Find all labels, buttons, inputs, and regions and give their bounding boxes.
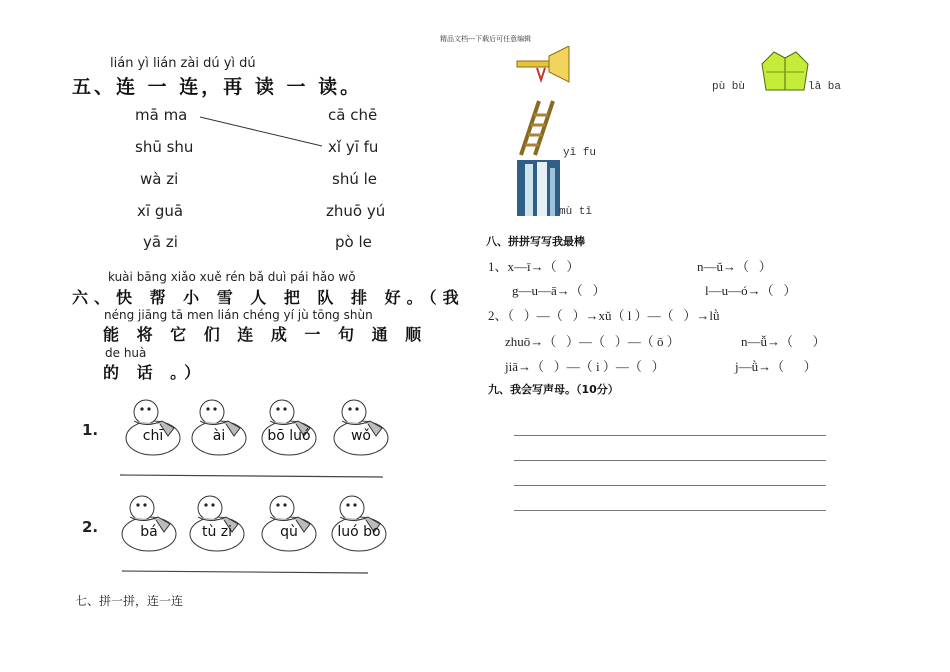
snowman-icon — [118, 490, 180, 552]
section5-left-5: yā zi — [143, 233, 178, 251]
writing-line-3[interactable] — [514, 485, 826, 486]
row2-number: 2. — [82, 518, 99, 536]
snowman-wo[interactable] — [330, 394, 392, 456]
snowman-icon — [186, 490, 248, 552]
match-line — [200, 117, 322, 146]
answer-line-2 — [122, 571, 368, 573]
s8-row5-right[interactable]: j—ǜ→（ ） — [735, 359, 817, 374]
ladder-icon — [517, 99, 557, 157]
snowman-ai[interactable] — [188, 394, 250, 456]
snowman-label: qù — [280, 524, 298, 540]
section5-right-5: pò le — [335, 233, 372, 251]
snowman-ba[interactable] — [118, 490, 180, 552]
s8-row4-right[interactable]: n—ǚ→（ ） — [741, 334, 826, 349]
section6-pinyin-3: de huà — [105, 346, 147, 360]
section6-pinyin-2: néng jiāng tā men lián chéng yí jù tōng shùn — [104, 308, 373, 322]
section8-title: 八、拼拼写写我最棒 — [486, 235, 585, 248]
header-note: 精品文档---下载后可任意编辑 — [440, 35, 532, 43]
snowman-tuzi[interactable] — [186, 490, 248, 552]
snowman-label: bá — [140, 524, 158, 540]
s8-row2-right[interactable]: l—u—ó→（ ） — [705, 283, 797, 298]
section5-right-4: zhuō yú — [326, 202, 386, 220]
section9-title: 九、我会写声母。（10分） — [488, 383, 619, 396]
waterfall-syllables: mù tī — [559, 206, 593, 218]
snowman-luobo[interactable] — [328, 490, 390, 552]
snowman-icon — [328, 490, 390, 552]
section5-right-3: shú le — [332, 170, 377, 188]
ladder-syllables: yī fu — [563, 147, 597, 159]
waterfall-icon — [517, 160, 560, 216]
jacket-right-syllables: lā ba — [808, 81, 842, 93]
row1-number: 1. — [82, 421, 99, 439]
writing-line-4[interactable] — [514, 510, 826, 511]
s8-row5-left[interactable]: jiā→（ ）—（ i ）—（ ） — [505, 359, 665, 374]
snowman-qu[interactable] — [258, 490, 320, 552]
snowman-chi[interactable] — [122, 394, 184, 456]
s8-row2-left[interactable]: g—u—ā→（ ） — [512, 283, 606, 298]
section5-left-1: mā ma — [135, 106, 188, 124]
snowman-icon — [188, 394, 250, 456]
section6-line-1: 六、快 帮 小 雪 人 把 队 排 好。（我 — [72, 288, 465, 307]
section5-right-2: xǐ yī fu — [328, 138, 379, 156]
snowman-icon — [330, 394, 392, 456]
writing-line-1[interactable] — [514, 435, 826, 436]
section5-left-4: xī guā — [137, 202, 184, 220]
section5-right-1: cā chē — [328, 106, 378, 124]
snowman-boluo[interactable] — [258, 394, 320, 456]
snowman-icon — [122, 394, 184, 456]
snowman-label: bō luó — [267, 428, 311, 444]
s8-row4-left[interactable]: zhuō→（ ）—（ ）—（ ō ） — [505, 334, 680, 349]
s8-row1-left[interactable]: 1、x—ī→（ ） — [488, 259, 580, 274]
section6-line-2: 能 将 它 们 连 成 一 句 通 顺 — [103, 325, 428, 344]
section5-title: 五、连 一 连，再 读 一 读。 — [72, 76, 363, 98]
section6-line-3: 的 话 。） — [103, 363, 207, 382]
snowman-label: luó bo — [337, 524, 381, 540]
snowman-label: chī — [142, 428, 164, 444]
snowman-label: tù zi — [201, 524, 233, 540]
section5-left-3: wà zi — [140, 170, 179, 188]
snowman-label: ài — [212, 428, 226, 444]
section5-pinyin: lián yì lián zài dú yì dú — [110, 56, 256, 71]
section7-title: 七、拼一拼，连一连 — [75, 594, 184, 608]
snowman-icon — [258, 490, 320, 552]
section6-pinyin-1: kuài bāng xiǎo xuě rén bǎ duì pái hǎo wǒ — [108, 270, 356, 284]
s8-row3[interactable]: 2、（ ）—（ ）→xǔ（ l ）—（ ）→lǜ — [488, 308, 720, 323]
writing-line-2[interactable] — [514, 460, 826, 461]
answer-line-1 — [120, 475, 383, 477]
snowman-icon — [258, 394, 320, 456]
s8-row1-right[interactable]: n—ǔ→（ ） — [697, 259, 772, 274]
section5-left-2: shū shu — [135, 138, 194, 156]
trumpet-icon — [515, 46, 571, 92]
snowman-label: wǒ — [350, 428, 371, 444]
jacket-syllables: pù bù — [712, 81, 746, 93]
jacket-icon — [760, 50, 810, 94]
